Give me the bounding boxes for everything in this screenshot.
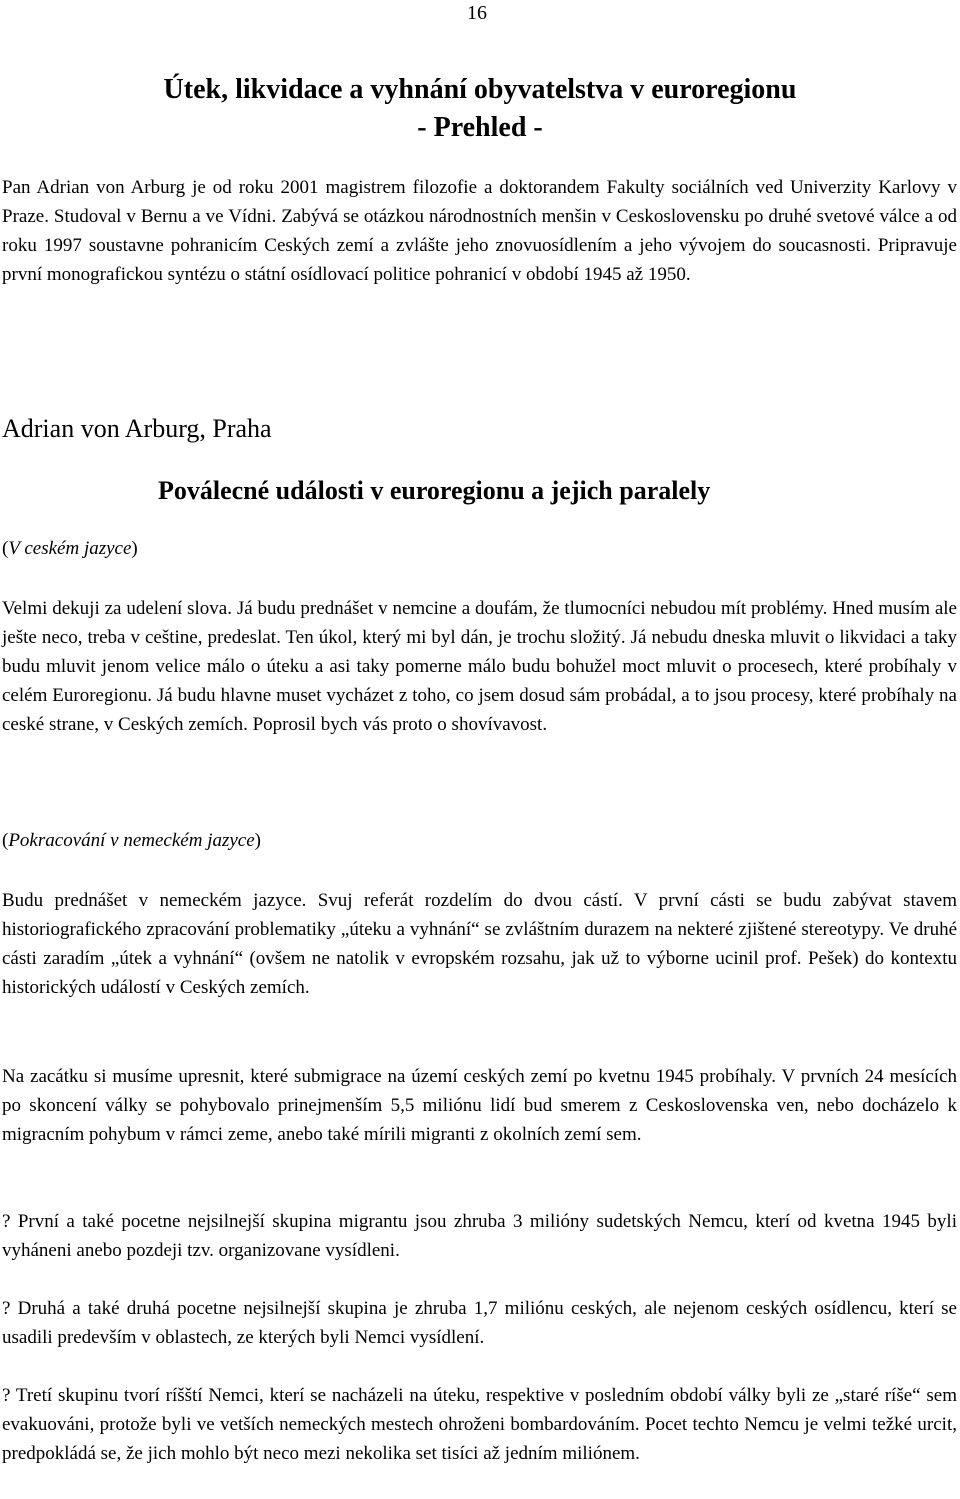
language-note-czech: (V ceském jazyce): [2, 538, 138, 559]
paragraph-structure: Budu prednášet v nemeckém jazyce. Svuj referát rozdelím do dvou cástí. V první cásti se budu zabývat stavem historiografického zpracování problematiky „úteku a vyhnání“ se zvláštním durazem na nekteré zjištené stereotypy. Ve druhé cásti zaradím „útek a vyhnání“ (ovšem ne natolik v evropském rozsahu, jak už to výborne ucinil prof. Pešek) do kontextu historických událostí v Ceských zemích.: [2, 890, 957, 998]
list-item-group-1: ? První a také pocetne nejsilnejší skupina migrantu jsou zhruba 3 milióny sudetských Nemcu, kterí od kvetna 1945 byli vyháneni anebo pozdeji tzv. organizovane vysídleni.: [2, 1211, 957, 1261]
paragraph-intro: Velmi dekuji za udelení slova. Já budu prednášet v nemcine a doufám, že tlumocníci nebudou mít problémy. Hned musím ale ješte neco, treba v ceštine, predeslat. Ten úkol, který mi byl dán, je trochu složitý. Já nebudu dneska mluvit o likvidaci a taky budu mluvit jenom velice málo o úteku a asi taky pomerne málo budu bohužel moct mluvit o procesech, které probíhaly v celém Euroregionu. Já budu hlavne muset vycházet z toho, co jsem dosud sám probádal, a to jsou procesy, které probíhaly na ceské strane, v Ceských zemích. Poprosil bych vás proto o shovívavost.: [2, 598, 957, 735]
talk-title: Poválecné události v euroregionu a jejich paralely: [158, 476, 711, 505]
document-title: Útek, likvidace a vyhnání obyvatelstva v euroregionu: [163, 74, 797, 105]
page-number: 16: [467, 2, 487, 24]
list-item-group-2: ? Druhá a také druhá pocetne nejsilnejší skupina je zhruba 1,7 miliónu ceských, ale nejenom ceských osídlencu, kterí se usadili predevším v oblastech, ze kterých byli Nemci vysídlení.: [2, 1298, 957, 1348]
language-note-german: (Pokracování v nemeckém jazyce): [2, 830, 261, 851]
author-heading: Adrian von Arburg, Praha: [2, 414, 272, 443]
list-item-group-3: ? Tretí skupinu tvorí ríšští Nemci, kterí se nacházeli na úteku, respektive v posledním období války byli ze „staré ríše“ sem evakuováni, protože byli ve vetších nemeckých mestech ohroženi bombardováním. Pocet techto Nemcu je velmi težké urcit, predpokládá se, že jich mohlo být neco mezi nekolika set tisíci až jedním miliónem.: [2, 1385, 957, 1464]
document-subtitle: - Prehled -: [417, 112, 543, 143]
paragraph-migrations: Na zacátku si musíme upresnit, které submigrace na území ceských zemí po kvetnu 1945 probíhaly. V prvních 24 mesících po skoncení války se pohybovalo prinejmenším 5,5 miliónu lidí bud smerem z Ceskoslovenska ven, nebo docházelo k migracním pohybum v rámci zeme, anebo také mírili migranti z okolních zemí sem.: [2, 1066, 957, 1145]
author-bio: Pan Adrian von Arburg je od roku 2001 magistrem filozofie a doktorandem Fakulty sociálních ved Univerzity Karlovy v Praze. Studoval v Bernu a ve Vídni. Zabývá se otázkou národnostních menšin v Ceskoslovensku po druhé svetové válce a od roku 1997 soustavne pohranicím Ceských zemí a zvlášte jeho znovuosídlením a jeho vývojem do soucasnosti. Pripravuje první monografickou syntézu o státní osídlovací politice pohranicí v období 1945 až 1950.: [2, 177, 957, 285]
